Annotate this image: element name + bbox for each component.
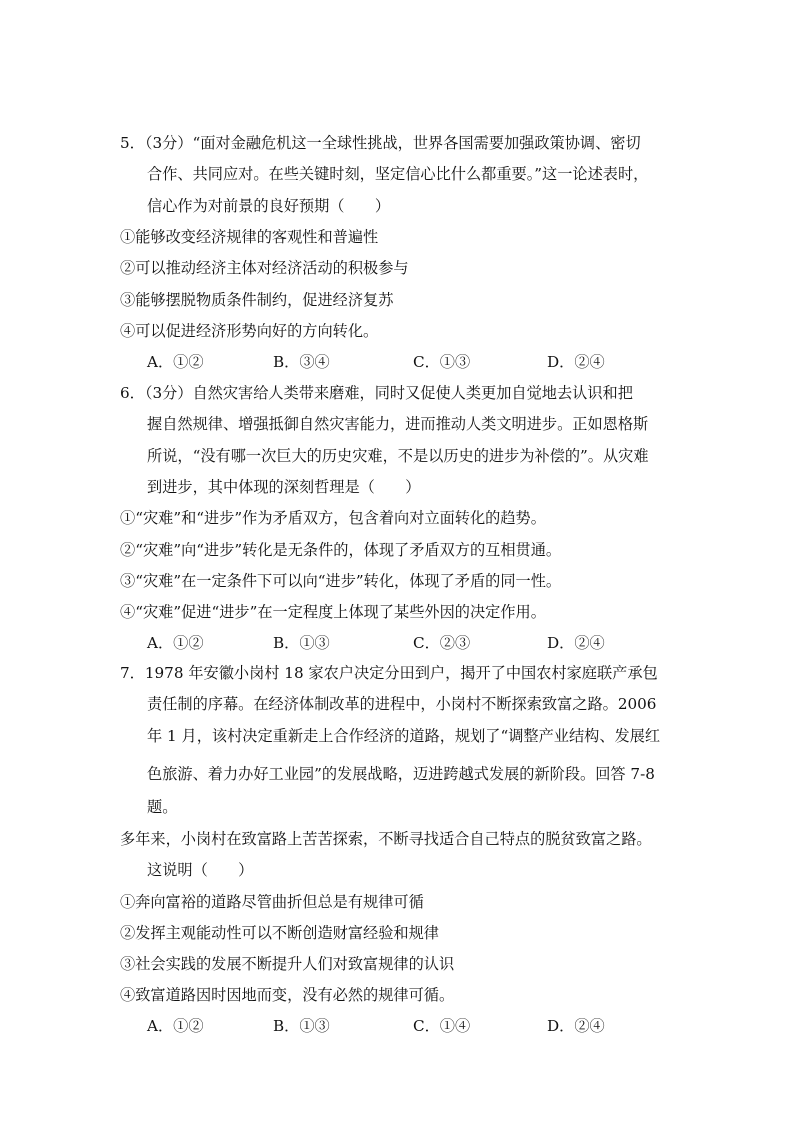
q6-line-2: 握自然规律、增强抵御自然灾害能力，进而推动人类文明进步。正如恩格斯 <box>147 415 649 433</box>
q5-choice-d: D．②④ <box>547 353 605 371</box>
q5-choices <box>147 352 707 372</box>
q6-statement-2: ②“灾难”向“进步”转化是无条件的，体现了矛盾双方的互相贯通。 <box>120 541 562 559</box>
q6-line-3: 所说，“没有哪一次巨大的历史灾难，不是以历史的进步为补偿的”。从灾难 <box>147 447 649 465</box>
q5-choice-b: B．③④ <box>273 353 330 371</box>
q5-line-2: 合作、共同应对。在些关键时刻，坚定信心比什么都重要。”这一论述表时， <box>147 165 649 183</box>
q7-stem-line-2: 这说明（ ） <box>147 861 254 879</box>
q6-statement-1: ①“灾难”和“进步”作为矛盾双方，包含着向对立面转化的趋势。 <box>120 509 546 527</box>
q6-choice-d: D．②④ <box>547 634 605 652</box>
q5-line-1: 5．（3分）“面对金融危机这一全球性挑战，世界各国需要加强政策协调、密切 <box>120 134 641 152</box>
q6-choice-b: B．①③ <box>273 634 330 652</box>
q6-choice-a: A．①② <box>147 634 204 652</box>
q7-choice-d: D．②④ <box>547 1017 605 1035</box>
q7-statement-4: ④致富道路因时因地而变，没有必然的规律可循。 <box>120 986 455 1004</box>
q5-choice-c: C．①③ <box>413 353 471 371</box>
q7-choice-a: A．①② <box>147 1017 204 1035</box>
q7-line-5: 题。 <box>147 798 178 816</box>
q5-statement-2: ②可以推动经济主体对经济活动的积极参与 <box>120 259 409 277</box>
q7-choice-b: B．①③ <box>273 1017 330 1035</box>
q6-statement-3: ③“灾难”在一定条件下可以向“进步”转化，体现了矛盾的同一性。 <box>120 572 562 590</box>
q6-statement-4: ④“灾难”促进“进步”在一定程度上体现了某些外因的决定作用。 <box>120 603 546 621</box>
q6-line-1: 6．（3分）自然灾害给人类带来磨难，同时又促使人类更加自觉地去认识和把 <box>120 384 633 402</box>
q5-statement-1: ①能够改变经济规律的客观性和普遍性 <box>120 228 379 246</box>
q5-statement-4: ④可以促进经济形势向好的方向转化。 <box>120 322 379 340</box>
q7-choice-c: C．①④ <box>413 1017 471 1035</box>
q7-line-3: 年 1 月，该村决定重新走上合作经济的道路，规划了“调整产业结构、发展红 <box>147 727 661 745</box>
q7-choices <box>147 1016 707 1036</box>
q7-line-1: 7．1978 年安徽小岗村 18 家农户决定分田到户，揭开了中国农村家庭联产承包 <box>120 664 658 682</box>
q7-line-2: 责任制的序幕。在经济体制改革的进程中，小岗村不断探索致富之路。2006 <box>147 695 657 713</box>
q7-statement-3: ③社会实践的发展不断提升人们对致富规律的认识 <box>120 955 455 973</box>
q7-statement-1: ①奔向富裕的道路尽管曲折但总是有规律可循 <box>120 893 424 911</box>
q7-stem-line-1: 多年来，小岗村在致富路上苦苦探索，不断寻找适合自己特点的脱贫致富之路。 <box>120 830 652 848</box>
q6-line-4: 到进步，其中体现的深刻哲理是（ ） <box>147 478 421 496</box>
q7-line-4: 色旅游、着力办好工业园”的发展战略，迈进跨越式发展的新阶段。回答 7-8 <box>147 765 655 783</box>
q6-choice-c: C．②③ <box>413 634 471 652</box>
q6-choices <box>147 633 707 653</box>
q5-statement-3: ③能够摆脱物质条件制约，促进经济复苏 <box>120 291 394 309</box>
q5-choice-a: A．①② <box>147 353 204 371</box>
q5-line-3: 信心作为对前景的良好预期（ ） <box>147 197 390 215</box>
q7-statement-2: ②发挥主观能动性可以不断创造财富经验和规律 <box>120 924 439 942</box>
